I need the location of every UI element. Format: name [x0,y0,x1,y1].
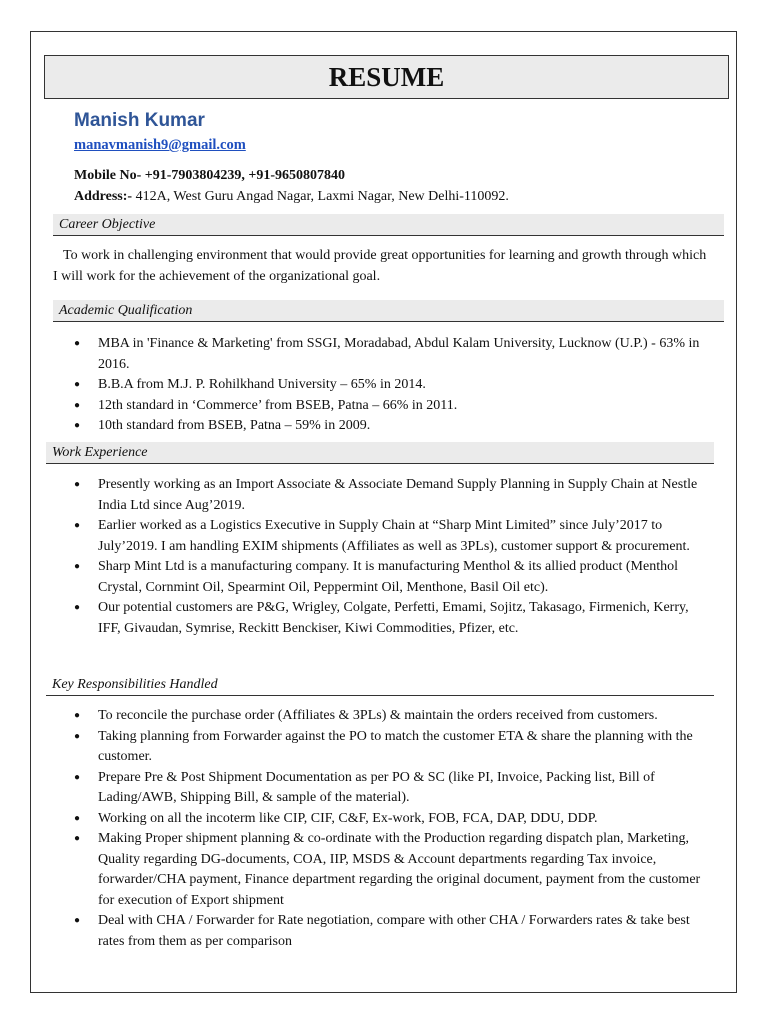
responsibilities-list [74,706,714,952]
career-objective-text: To work in challenging environment that would provide great opportunities for learning and growth through which I will work for the achievement of the organizational goal. [53,248,707,284]
email-link[interactable]: manavmanish9@gmail.com [74,137,246,153]
list-item: ● B.B.A from M.J. P. Rohilkhand University – 65% in 2014. [74,375,714,396]
list-item: ● Making Proper shipment planning & co-ordinate with the Production regarding dispatch plan, Marketing, Quality regarding DG-documents, COA, IIP, MSDS & Account departments regarding Tax invoice, forwarder/CHA payment, Finance department regarding the original document, payment from the customer for execution of Export shipment [74,829,714,911]
list-item: ● Deal with CHA / Forwarder for Rate negotiation, compare with other CHA / Forwarders rates & take best rates from them as per comparison [74,911,714,952]
list-item: ● Prepare Pre & Post Shipment Documentation as per PO & SC (like PI, Invoice, Packing list, Bill of Lading/AWB, Shipping Bill, & sample of the material). [74,768,714,809]
section-heading-career-objective: Career Objective [53,214,724,236]
list-item: ● To reconcile the purchase order (Affiliates & 3PLs) & maintain the orders received from customers. [74,706,714,727]
section-heading-responsibilities: Key Responsibilities Handled [46,674,714,696]
list-item: ● Earlier worked as a Logistics Executive in Supply Chain at “Sharp Mint Limited” since July’2017 to July’2019. I am handling EXIM shipments (Affiliates as well as 3PLs), customer support & procurement. [74,516,714,557]
list-item: ● Sharp Mint Ltd is a manufacturing company. It is manufacturing Menthol & its allied product (Menthol Crystal, Cornmint Oil, Spearmint Oil, Peppermint Oil, Menthone, Basil Oil etc). [74,557,714,598]
section-heading-work: Work Experience [46,442,714,464]
list-item: ● 10th standard from BSEB, Patna – 59% in 2009. [74,416,714,437]
page-title: RESUME [44,55,729,99]
candidate-name: Manish Kumar [74,110,205,131]
section-heading-academic: Academic Qualification [53,300,724,322]
list-item: ● Our potential customers are P&G, Wrigley, Colgate, Perfetti, Emami, Sojitz, Takasago, Firmenich, Kerry, IFF, Givaudan, Symrise, Reckitt Benckiser, Kiwi Commodities, Pfizer, etc. [74,598,714,639]
list-item: ● Working on all the incoterm like CIP, CIF, C&F, Ex-work, FOB, FCA, DAP, DDU, DDP. [74,809,714,830]
address-value: 412A, West Guru Angad Nagar, Laxmi Nagar, New Delhi-110092. [132,189,509,204]
list-item: ● Presently working as an Import Associate & Associate Demand Supply Planning in Supply Chain at Nestle India Ltd since Aug’2019. [74,475,714,516]
list-item: ● 12th standard in ‘Commerce’ from BSEB, Patna – 66% in 2011. [74,396,714,417]
address-label: Address:- [74,189,133,204]
address [74,189,509,205]
mobile-numbers: Mobile No- +91-7903804239, +91-9650807840 [74,168,346,183]
resume-page [30,31,737,993]
list-item: ● Taking planning from Forwarder against the PO to match the customer ETA & share the planning with the customer. [74,727,714,768]
academic-list [74,334,714,437]
list-item: ● MBA in 'Finance & Marketing' from SSGI, Moradabad, Abdul Kalam University, Lucknow (U.P.) - 63% in 2016. [74,334,714,375]
work-list [74,475,714,639]
